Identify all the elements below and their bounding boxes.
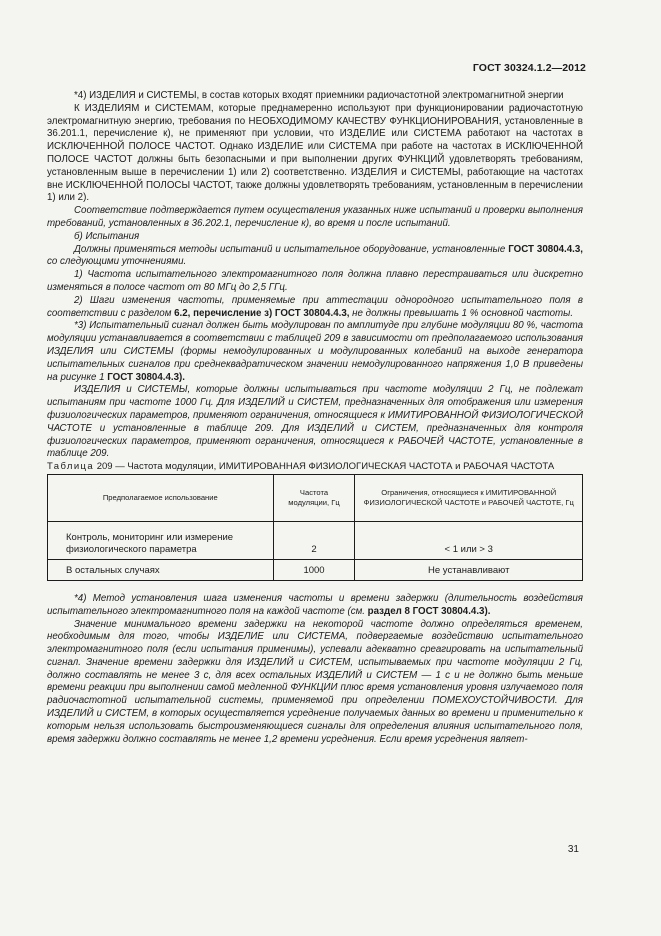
cell-modulation-frequency: 1000 — [273, 559, 355, 580]
table-caption-text: 209 — Частота модуляции, ИМИТИРОВАННАЯ ФИЗИОЛОГИЧЕСКАЯ ЧАСТОТА и РАБОЧАЯ ЧАСТОТА — [94, 461, 555, 473]
paragraph-tests-heading: б) Испытания — [74, 230, 140, 242]
paragraph-compliance: Соответствие подтверждается путем осуществления указанных ниже испытаний и проверки выполнения требований, установленных в 36.202.1, перечисление к), во время и после испытаний. — [47, 205, 583, 229]
standard-reference: раздел 8 ГОСТ 30804.4.3). — [367, 605, 491, 617]
paragraph-item-3-continued: ИЗДЕЛИЯ и СИСТЕМЫ, которые должны испытываться при частоте модуляции 2 Гц, не подлежат испытаниям при частоте 1000 Гц. Для ИЗДЕЛИЙ и СИСТЕМ, предназначенных для отображения или измерения физиологических параметров, применяют ограничения, относящиеся к ИМИТИРОВАННОЙ ФИЗИОЛОГИЧЕСКОЙ ЧАСТОТЕ и установленные в таблице 209. Для ИЗДЕЛИЙ и СИСТЕМ, предназначенных для контроля физиологических параметров, применяют ограничения, относящиеся к РАБОЧЕЙ ЧАСТОТЕ, установленные в таблице 209. — [47, 384, 583, 460]
paragraph-section-4-title: *4) ИЗДЕЛИЯ и СИСТЕМЫ, в состав которых входят приемники радиочастотной электромагнитной энергии — [74, 90, 564, 101]
header-intended-use: Предполагаемое использование — [48, 474, 274, 521]
text-run: со следующими уточнениями. — [47, 256, 187, 268]
paragraph-item-2 — [47, 295, 583, 321]
document-header: ГОСТ 30324.1.2—2012 — [472, 62, 586, 74]
table-209 — [47, 474, 583, 581]
cell-intended-use: Контроль, мониторинг или измерение физиологического параметра — [48, 521, 274, 559]
text-run: не должны превышать 1 % основной частоты. — [349, 307, 574, 319]
table-caption-label: Таблица — [47, 461, 95, 473]
paragraph-methods — [47, 244, 583, 270]
paragraph-item-1: 1) Частота испытательного электромагнитного поля должна плавно перестраиваться или дискретно изменяться в полосе частот от 80 МГц до 2,5 ГГц. — [47, 269, 583, 293]
table-row — [48, 559, 583, 580]
text-run: *4) Метод установления шага изменения частоты и времени задержки (длительность воздействия испытательного электромагнитного поля на каждой частоте (см. — [47, 592, 583, 617]
paragraph-item-4 — [47, 593, 583, 619]
table-header-row — [48, 474, 583, 521]
document-body — [47, 90, 583, 746]
text-run: Должны применяться методы испытаний и испытательное оборудование, установленные — [74, 243, 509, 255]
header-limitations: Ограничения, относящиеся к ИМИТИРОВАННОЙ ФИЗИОЛОГИЧЕСКОЙ ЧАСТОТЕ и РАБОЧЕЙ ЧАСТОТЕ, Гц — [355, 474, 583, 521]
page-number: 31 — [567, 844, 579, 855]
paragraph-section-4-body: К ИЗДЕЛИЯМ и СИСТЕМАМ, которые преднамеренно используют при функционировании радиочастотную электромагнитную энергию, требования по НЕОБХОДИМОМУ КАЧЕСТВУ ФУНКЦИОНИРОВАНИЯ, установленные в 36.201.1, перечисление к), не применяют при условии, что ИЗДЕЛИЕ или СИСТЕМА работают на частотах в ИСКЛЮЧЕННОЙ ПОЛОСЕ ЧАСТОТ. Однако ИЗДЕЛИЕ или СИСТЕМА при работе на частотах в ИСКЛЮЧЕННОЙ ПОЛОСЕ ЧАСТОТ должны быть безопасными и при выполнении других ФУНКЦИЙ удовлетворять требованиям, установленным выше в перечислении 1) или 2) соответственно. ИЗДЕЛИЯ и СИСТЕМЫ, работающие на частотах вне ИСКЛЮЧЕННОЙ ПОЛОСЫ ЧАСТОТ, также должны удовлетворять требованиям, установленным в перечислении 1) или 2). — [47, 102, 583, 204]
table-caption — [47, 461, 583, 474]
cell-intended-use: В остальных случаях — [48, 559, 274, 580]
paragraph-item-3 — [47, 320, 583, 384]
header-modulation-frequency: Частота модуляции, Гц — [273, 474, 355, 521]
cell-limitations: < 1 или > 3 — [355, 521, 583, 559]
standard-reference: ГОСТ 30804.4.3). — [107, 371, 185, 383]
table-row — [48, 521, 583, 559]
paragraph-delay-time: Значение минимального времени задержки на некоторой частоте должно определяться временем, необходимым для того, чтобы ИЗДЕЛИЕ или СИСТЕМА, подвергаемые воздействию испытательного электромагнитного поля (если испытания применимы), успевали адекватно среагировать на испытательный сигнал. Значение времени задержки для ИЗДЕЛИЙ и СИСТЕМ, испытываемых при частоте модуляции 2 Гц, должно составлять не менее 3 с, для всех остальных ИЗДЕЛИЙ и СИСТЕМ — 1 с и не должно быть меньше времени реакции при выполнении самой медленной ФУНКЦИИ плюс время установления уровня излучаемого поля радиочастотной испытательной системы, применяемой при определении ПОМЕХОУСТОЙЧИВОСТИ. Для ИЗДЕЛИЙ и СИСТЕМ, в которых осуществляется усреднение получаемых данных во времени и применительно к которым нельзя использовать быстроизменяющиеся сигналы для определения влияния испытательного поля, время задержки должно составлять не менее 1,2 времени усреднения. Если время усреднения являет- — [47, 618, 583, 745]
cell-limitations: Не устанавливают — [355, 559, 583, 580]
standard-reference: ГОСТ 30804.4.3, — [508, 243, 584, 255]
text-run: 2) Шаги изменения частоты, применяемые при аттестации однородного испытательного поля в соответствии с разделом — [47, 294, 583, 319]
cell-modulation-frequency: 2 — [273, 521, 355, 559]
standard-reference: 6.2, перечисление з) ГОСТ 30804.4.3, — [174, 307, 350, 319]
text-run: *3) Испытательный сигнал должен быть модулирован по амплитуде при глубине модуляции 80 %, частота модуляции устанавливается в соответствии с таблицей 209 в зависимости от предполагаемого использования ИЗДЕЛИЯ или СИСТЕМЫ (формы немодулированных и модулированных колебаний на выходе генератора испытательных сигналов при среднеквадратическом значении немодулированного напряжения 1,0 В приведены на рисунке 1 — [47, 320, 583, 383]
